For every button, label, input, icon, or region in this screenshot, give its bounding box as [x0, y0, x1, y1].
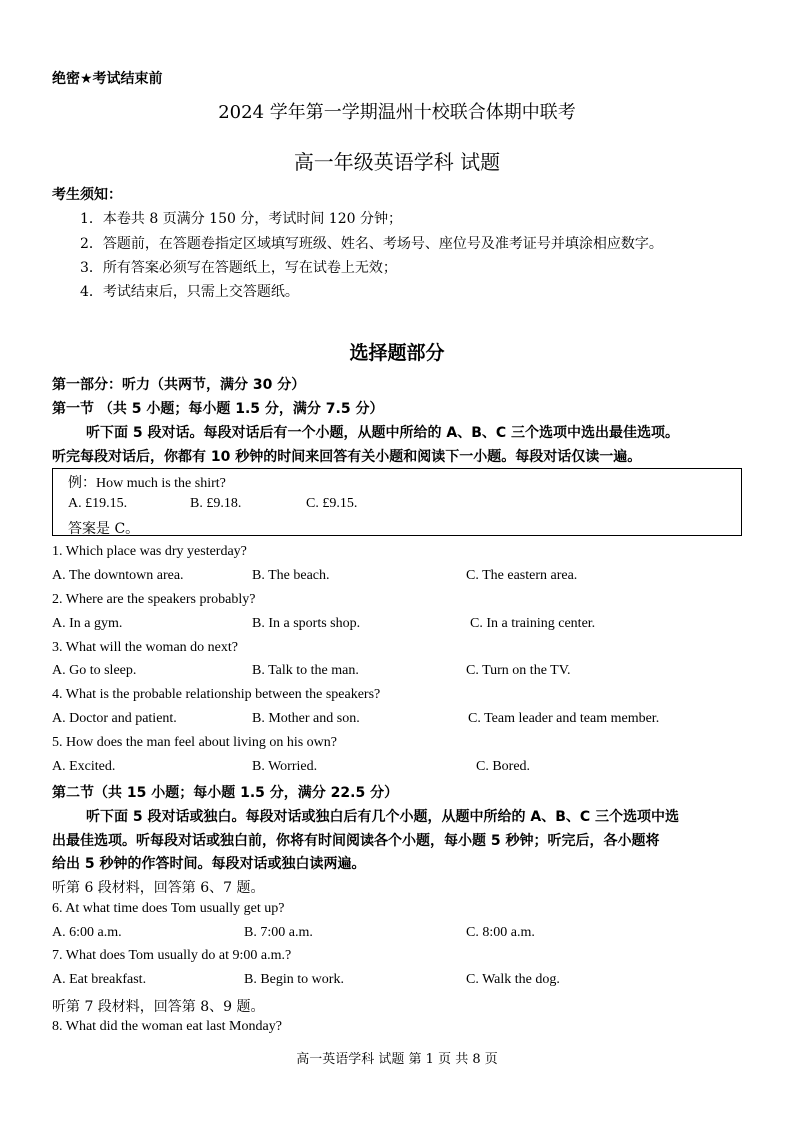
- example-question: 例：How much is the shirt?: [68, 476, 226, 491]
- section1-instruction-1: 听下面 5 段对话。每段对话后有一个小题，从题中所给的 A、B、C 三个选项中选出最佳选项。: [86, 425, 680, 441]
- notice-item: 1．本卷共 8 页满分 150 分，考试时间 120 分钟；: [80, 211, 402, 227]
- question-3: 3. What will the woman do next?: [52, 640, 238, 655]
- q2-option-a: A. In a gym.: [52, 616, 123, 631]
- secret-label: 绝密★考试结束前: [52, 71, 163, 87]
- q7-option-a: A. Eat breakfast.: [52, 972, 147, 987]
- q3-option-c: C. Turn on the TV.: [466, 663, 571, 678]
- q5-option-a: A. Excited.: [52, 759, 116, 774]
- q3-option-a: A. Go to sleep.: [52, 663, 137, 678]
- q6-option-a: A. 6:00 a.m.: [52, 925, 122, 940]
- example-option-a: A. £19.15.: [68, 496, 128, 511]
- q1-option-a: A. The downtown area.: [52, 568, 184, 583]
- notice-item: 2．答题前，在答题卷指定区域填写班级、姓名、考场号、座位号及准考证号并填涂相应数字。: [80, 236, 663, 252]
- q4-option-c: C. Team leader and team member.: [468, 711, 660, 726]
- section1-heading: 第一节 （共 5 小题；每小题 1.5 分，满分 7.5 分）: [52, 401, 384, 417]
- q6-option-c: C. 8:00 a.m.: [466, 925, 535, 940]
- q1-option-b: B. The beach.: [252, 568, 330, 583]
- page-footer: 高一英语学科 试题 第 1 页 共 8 页: [296, 1052, 498, 1067]
- q2-option-c: C. In a training center.: [470, 616, 596, 631]
- question-1: 1. Which place was dry yesterday?: [52, 544, 247, 559]
- example-answer: 答案是 C。: [68, 521, 140, 537]
- q7-option-c: C. Walk the dog.: [466, 972, 560, 987]
- section2-instruction-2: 出最佳选项。听每段对话或独白前，你将有时间阅读各个小题，每小题 5 秒钟；听完后，各小题将: [52, 833, 660, 849]
- example-option-b: B. £9.18.: [190, 496, 242, 511]
- question-5: 5. How does the man feel about living on his own?: [52, 735, 338, 750]
- exam-subtitle: 高一年级英语学科 试题: [293, 150, 501, 174]
- notice-heading: 考生须知：: [52, 187, 122, 203]
- question-7: 7. What does Tom usually do at 9:00 a.m.?: [52, 948, 292, 963]
- section1-instruction-2: 听完每段对话后，你都有 10 秒钟的时间来回答有关小题和阅读下一小题。每段对话仅读一遍。: [52, 449, 642, 465]
- q5-option-b: B. Worried.: [252, 759, 318, 774]
- q4-option-a: A. Doctor and patient.: [52, 711, 177, 726]
- material-6-note: 听第 6 段材料，回答第 6、7 题。: [52, 880, 265, 896]
- exam-title: 2024 学年第一学期温州十校联合体期中联考: [218, 102, 576, 123]
- q7-option-b: B. Begin to work.: [244, 972, 344, 987]
- question-6: 6. At what time does Tom usually get up?: [52, 901, 285, 916]
- example-option-c: C. £9.15.: [306, 496, 358, 511]
- notice-item: 4．考试结束后，只需上交答题纸。: [80, 284, 299, 300]
- notice-item: 3．所有答案必须写在答题纸上，写在试卷上无效；: [80, 260, 397, 276]
- section-title: 选择题部分: [349, 342, 445, 364]
- section2-instruction-3: 给出 5 秒钟的作答时间。每段对话或独白读两遍。: [52, 856, 366, 872]
- q6-option-b: B. 7:00 a.m.: [244, 925, 313, 940]
- section2-instruction-1: 听下面 5 段对话或独白。每段对话或独白后有几个小题，从题中所给的 A、B、C 三个选项中选: [86, 809, 680, 825]
- q3-option-b: B. Talk to the man.: [252, 663, 359, 678]
- question-2: 2. Where are the speakers probably?: [52, 592, 256, 607]
- question-4: 4. What is the probable relationship between the speakers?: [52, 687, 381, 702]
- material-7-note: 听第 7 段材料，回答第 8、9 题。: [52, 999, 265, 1015]
- q4-option-b: B. Mother and son.: [252, 711, 360, 726]
- q5-option-c: C. Bored.: [476, 759, 531, 774]
- q2-option-b: B. In a sports shop.: [252, 616, 361, 631]
- question-8: 8. What did the woman eat last Monday?: [52, 1019, 282, 1034]
- part1-heading: 第一部分：听力（共两节，满分 30 分）: [52, 377, 306, 393]
- section2-heading: 第二节（共 15 小题；每小题 1.5 分，满分 22.5 分）: [52, 785, 399, 801]
- q1-option-c: C. The eastern area.: [466, 568, 578, 583]
